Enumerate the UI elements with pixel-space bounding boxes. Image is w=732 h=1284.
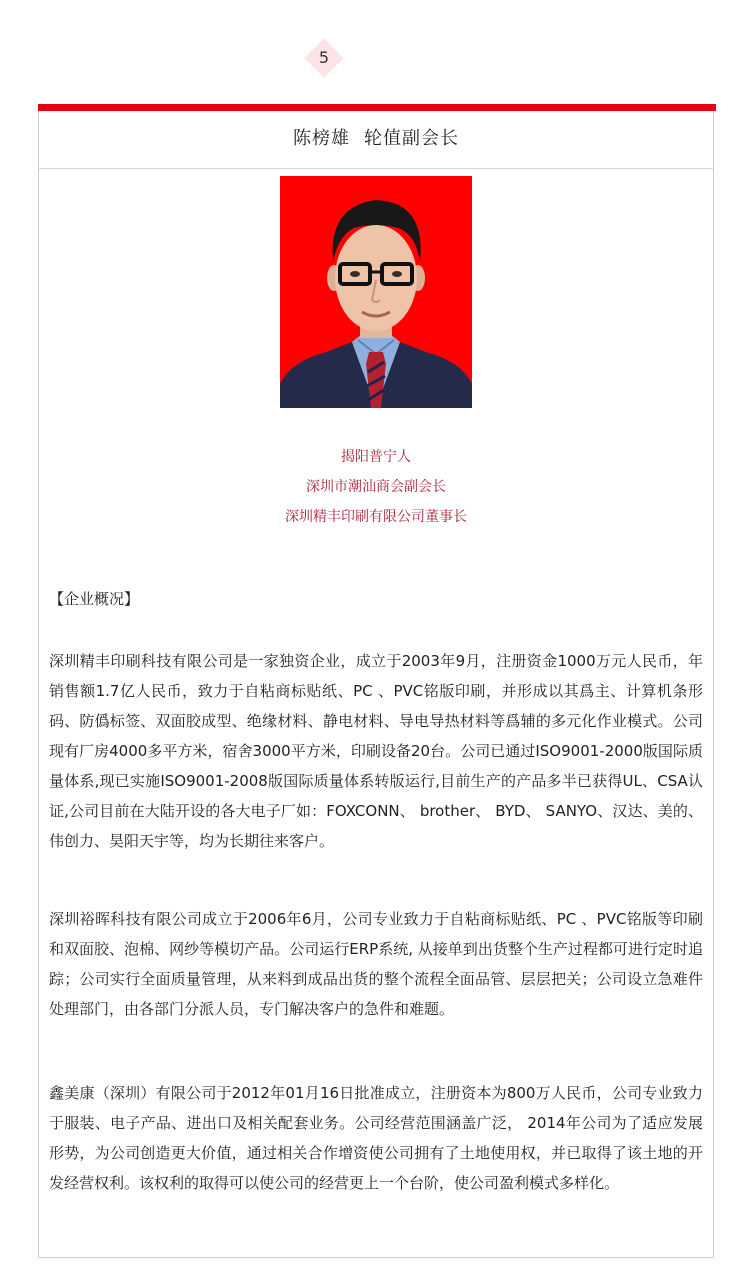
caption-line-2: 深圳市潮汕商会副会长 bbox=[306, 479, 446, 495]
company-paragraph-3: 鑫美康（深圳）有限公司于2012年01月16日批准成立，注册资本为800万人民币，公司专业致力于服装、电子产品、进出口及相关配套业务。公司经营范围涵盖广泛， 2014年公司为了适应发展形势，为公司创造更大价值，通过相关合作增资使公司拥有了土地使用权，并已取得了该土地的开发经营权利。该权利的取得可以使公司的经营更上一个台阶，使公司盈利模式多样化。 bbox=[49, 1084, 703, 1192]
company-paragraph-2: 深圳裕晖科技有限公司成立于2006年6月，公司专业致力于自粘商标贴纸、PC 、PVC铭版等印刷和双面胶、泡棉、网纱等模切产品。公司运行ERP系统, 从接单到出货整个生产过程都可进行定时追踪；公司实行全面质量管理，从来料到成品出货的整个流程全面品管、层层把关；公司设立急难件处理部门，由各部门分派人员，专门解决客户的急件和难题。 bbox=[49, 910, 703, 1018]
accent-bar bbox=[38, 104, 716, 111]
profile-card bbox=[38, 104, 714, 1258]
person-role: 轮值副会长 bbox=[364, 128, 459, 149]
person-name: 陈榜雄 bbox=[293, 128, 350, 149]
page-number-badge bbox=[304, 38, 344, 78]
name-title-row bbox=[39, 111, 713, 169]
page-number: 5 bbox=[318, 48, 330, 67]
portrait-illustration bbox=[280, 176, 472, 408]
caption-line-1: 揭阳普宁人 bbox=[341, 449, 411, 465]
portrait-photo bbox=[280, 176, 472, 408]
section-heading: 【企业概况】 bbox=[49, 590, 140, 608]
caption-line-3: 深圳精丰印刷有限公司董事长 bbox=[285, 509, 467, 525]
company-paragraph-1: 深圳精丰印刷科技有限公司是一家独资企业，成立于2003年9月，注册资金1000万元人民币，年销售额1.7亿人民币，致力于自粘商标贴纸、PC 、PVC铭版印刷，并形成以其爲主、计算机条形码、防僞标签、双面胶成型、绝缘材料、静电材料、导电导热材料等爲辅的多元化作业模式。公司现有厂房4000多平方米，宿舍3000平方米，印刷设备20台。公司已通过ISO9001-2000版国际质量体系,现已实施ISO9001-2008版国际质量体系转版运行,目前生产的产品多半已获得UL、CSA认证,公司目前在大陆开设的各大电子厂如：FOXCONN、 brother、 BYD、 SANYO、汉达、美的、伟创力、昊阳天宇等，均为长期往来客户。 bbox=[49, 652, 703, 850]
